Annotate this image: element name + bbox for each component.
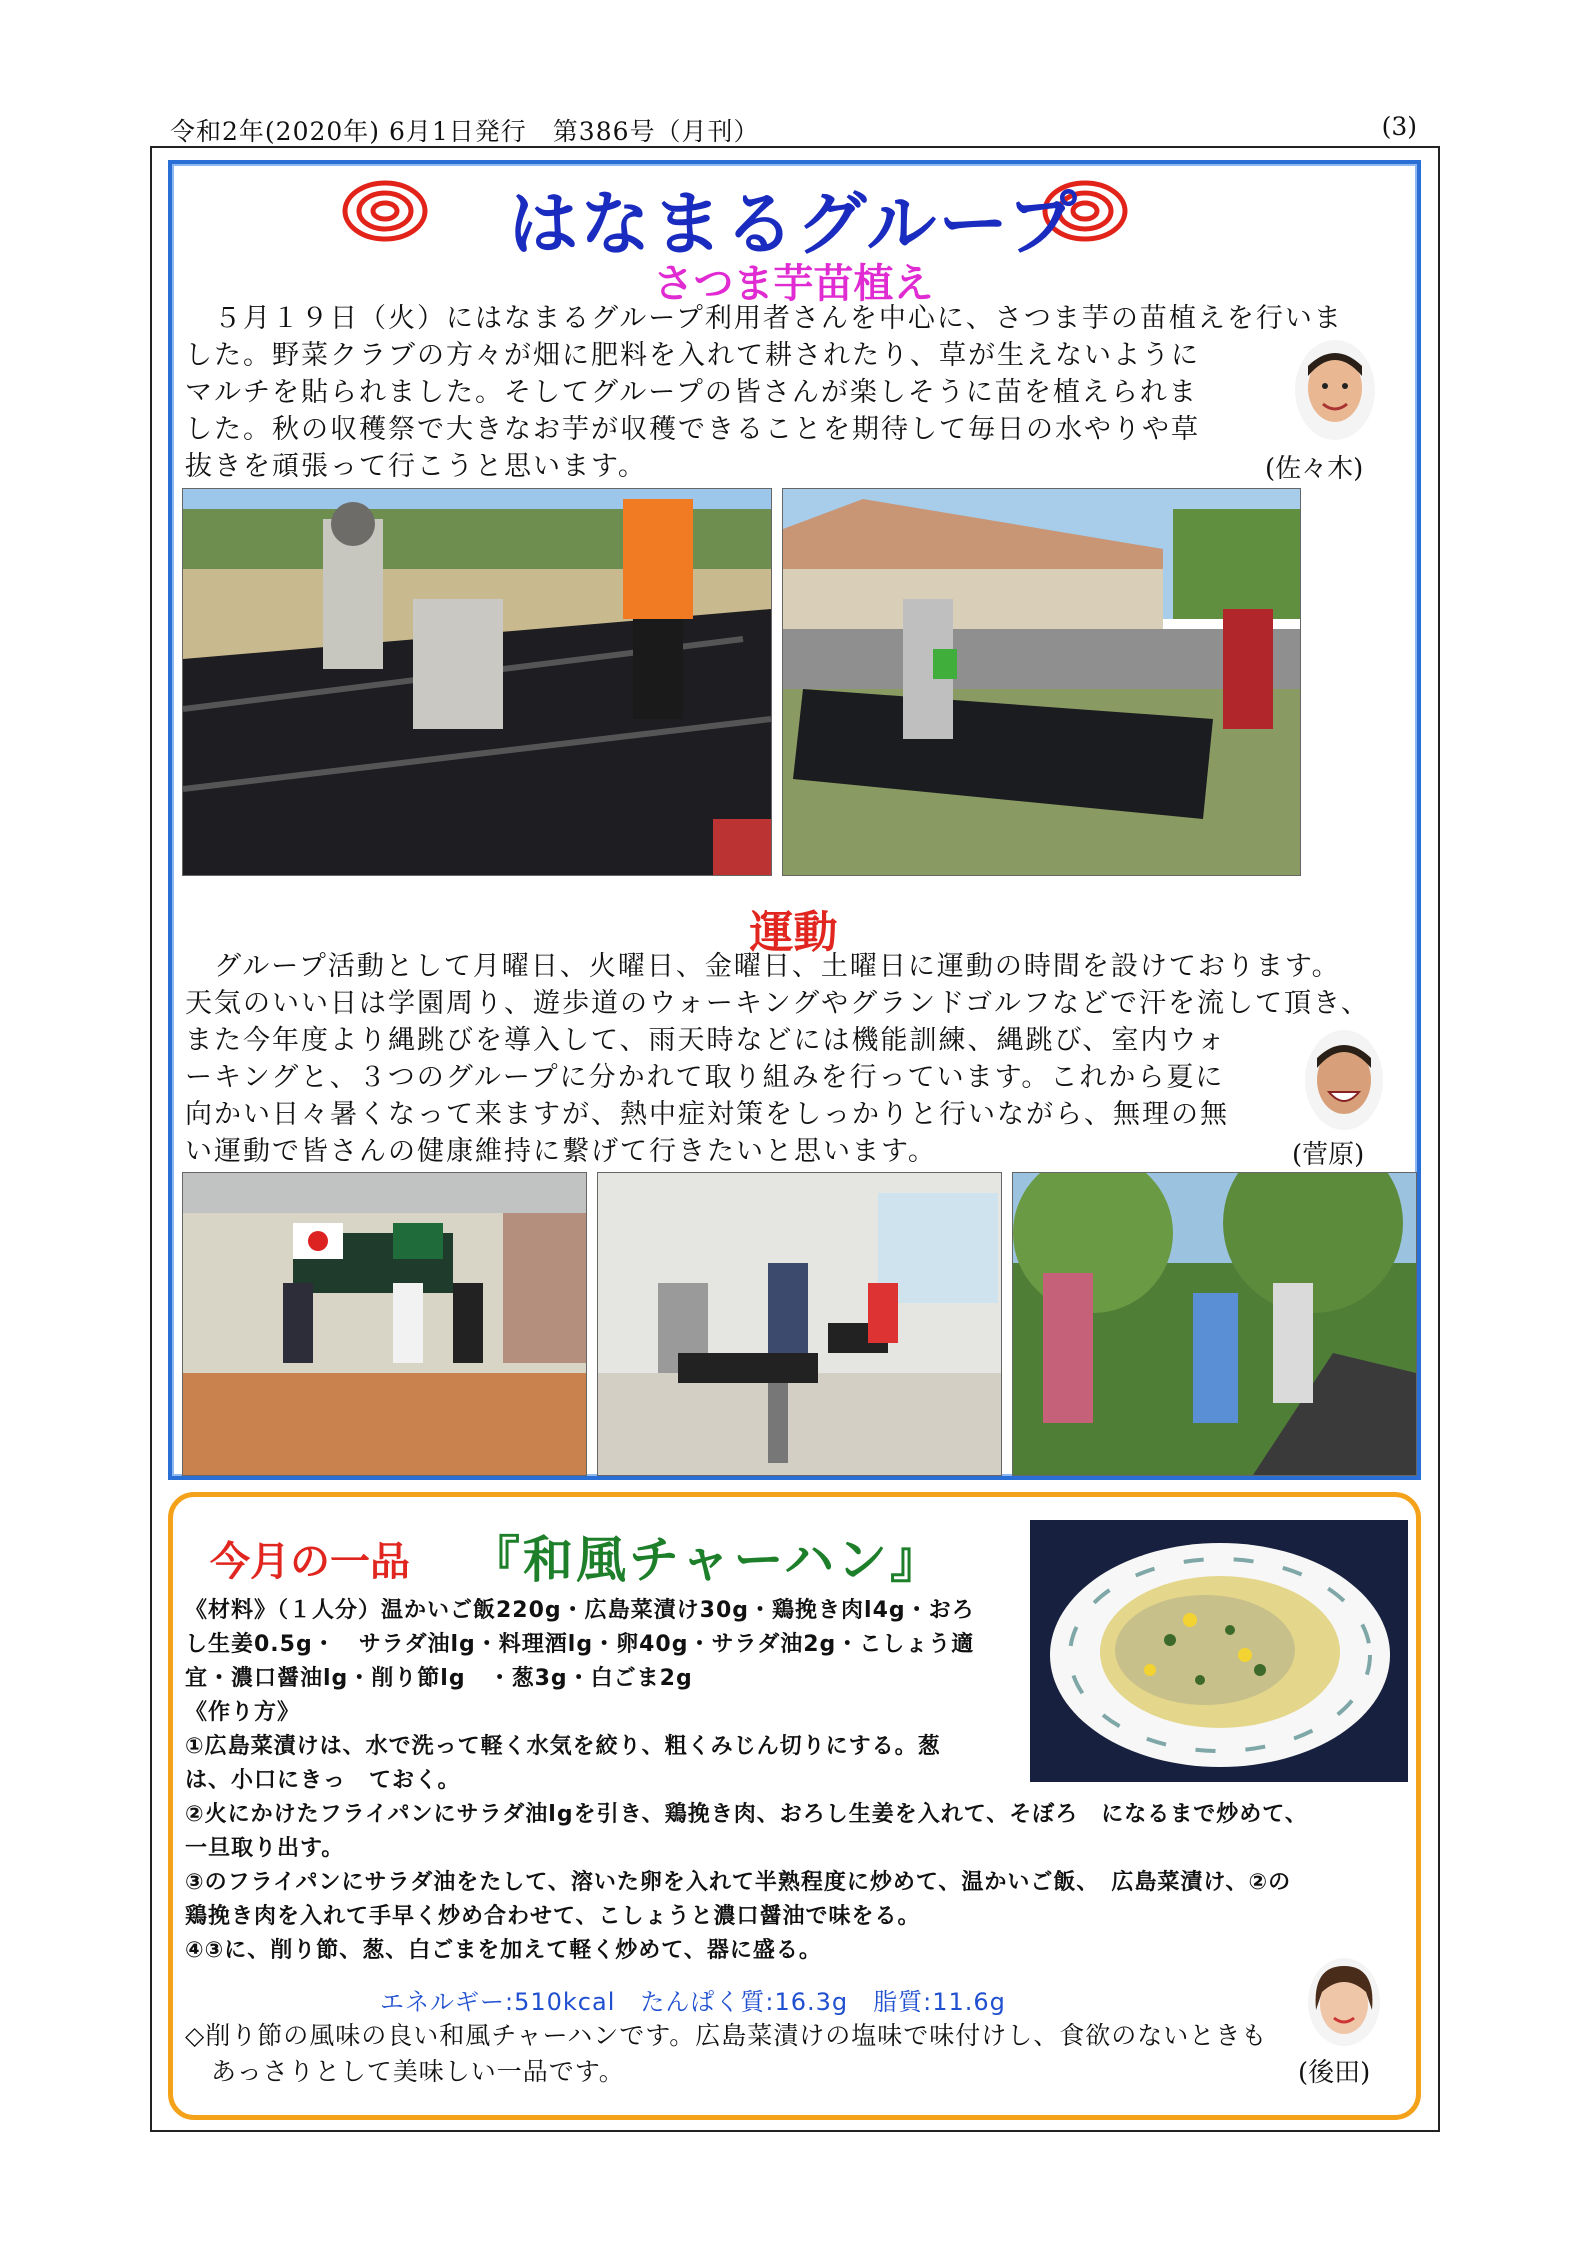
recipe-body (185, 1594, 1420, 1968)
article-line: また今年度より縄跳びを導入して、雨天時などには機能訓練、縄跳び、室内ウォ (185, 1025, 1227, 1056)
article-line: い運動で皆さんの健康維持に繋げて行きたいと思います。 (185, 1136, 937, 1167)
article-line: ５月１９日（火）にはなまるグループ利用者さんを中心に、さつま芋の苗植えを行いま (185, 303, 1343, 334)
exercise-photo (182, 1172, 587, 1476)
article-line: 天気のいい日は学園周り、遊歩道のウォーキングやグランドゴルフなどで汗を流して頂き、 (185, 988, 1370, 1019)
note-line: ◇削り節の風味の良い和風チャーハンです。広島菜漬けの塩味で味付けし、食欲のないときも (185, 2021, 1268, 2050)
exercise-title: 運動 (749, 907, 838, 958)
section-title: はなまるグループ (508, 183, 1079, 265)
author-signature: (後田) (1298, 2058, 1371, 2088)
planting-photo (182, 488, 772, 876)
article-line: マルチを貼られました。そしてグループの皆さんが楽しそうに苗を植えられま (185, 377, 1198, 408)
recipe-line: ④③に、削り節、葱、白ごまを加えて軽く炒めて、器に盛る。 (185, 1938, 822, 1963)
recipe-line: ③のフライパンにサラダ油をたして、溶いた卵を入れて半熟程度に炒めて、温かいご飯、 広島菜漬け、②の (185, 1870, 1292, 1895)
exercise-photo (1012, 1172, 1417, 1476)
author-photo (1295, 340, 1375, 440)
author-signature: (佐々木) (1265, 454, 1364, 484)
article-line: 抜きを頑張って行こうと思います。 (185, 451, 647, 482)
author-photo (1305, 1030, 1383, 1130)
recipe-line: 一旦取り出す。 (185, 1836, 345, 1861)
section-subtitle: さつま芋苗植え (653, 261, 934, 307)
planting-article (185, 300, 1415, 485)
exercise-article (185, 948, 1420, 1170)
recipe-line: 鶏挽き肉を入れて手早く炒め合わせて、こしょうと濃口醤油で味をる。 (185, 1904, 921, 1929)
author-photo (1308, 1958, 1380, 2046)
article-line: グループ活動として月曜日、火曜日、金曜日、土曜日に運動の時間を設けております。 (185, 951, 1341, 982)
recipe-line: ②火にかけたフライパンにサラダ油lgを引き、鶏挽き肉、おろし生姜を入れて、そぼろ になるまで炒めて、 (185, 1802, 1308, 1827)
recipe-lead: 今月の一品 (210, 1539, 410, 1585)
recipe-line: し生姜0.5g・ サラダ油lg・料理酒lg・卵40g・サラダ油2g・こしょう適 (185, 1632, 975, 1657)
recipe-line: は、小口にきっ ておく。 (185, 1768, 461, 1793)
issue-header: 令和2年(2020年) 6月1日発行 第386号（月刊） (170, 117, 760, 146)
article-line: ーキングと、３つのグループに分かれて取り組みを行っています。これから夏に (185, 1062, 1225, 1093)
exercise-photo (597, 1172, 1002, 1476)
recipe-note (185, 2018, 1267, 2090)
author-signature: (菅原) (1292, 1140, 1365, 1170)
planting-photo (782, 488, 1301, 876)
article-line: した。野菜クラブの方々が畑に肥料を入れて耕されたり、草が生えないように (185, 340, 1200, 371)
note-line: あっさりとして美味しい一品です。 (185, 2057, 625, 2086)
page-number: (3) (1381, 112, 1417, 141)
recipe-line: 《材料》（１人分）温かいご飯220g・広島菜漬け30g・鶏挽き肉l4g・おろ (185, 1598, 975, 1623)
recipe-name: 『和風チャーハン』 (470, 1530, 943, 1589)
article-line: 向かい日々暑くなって来ますが、熱中症対策をしっかりと行いながら、無理の無 (185, 1099, 1229, 1130)
nutrition-info: エネルギー:510kcal たんぱく質:16.3g 脂質:11.6g (380, 1988, 1006, 2016)
article-line: した。秋の収穫祭で大きなお芋が収穫できることを期待して毎日の水やりや草 (185, 414, 1200, 445)
recipe-line: ①広島菜漬けは、水で洗って軽く水気を絞り、粗くみじん切りにする。葱 (185, 1734, 941, 1759)
recipe-line: 宜・濃口醤油lg・削り節lg ・葱3g・白ごま2g (185, 1666, 693, 1691)
recipe-line: 《作り方》 (185, 1700, 301, 1725)
